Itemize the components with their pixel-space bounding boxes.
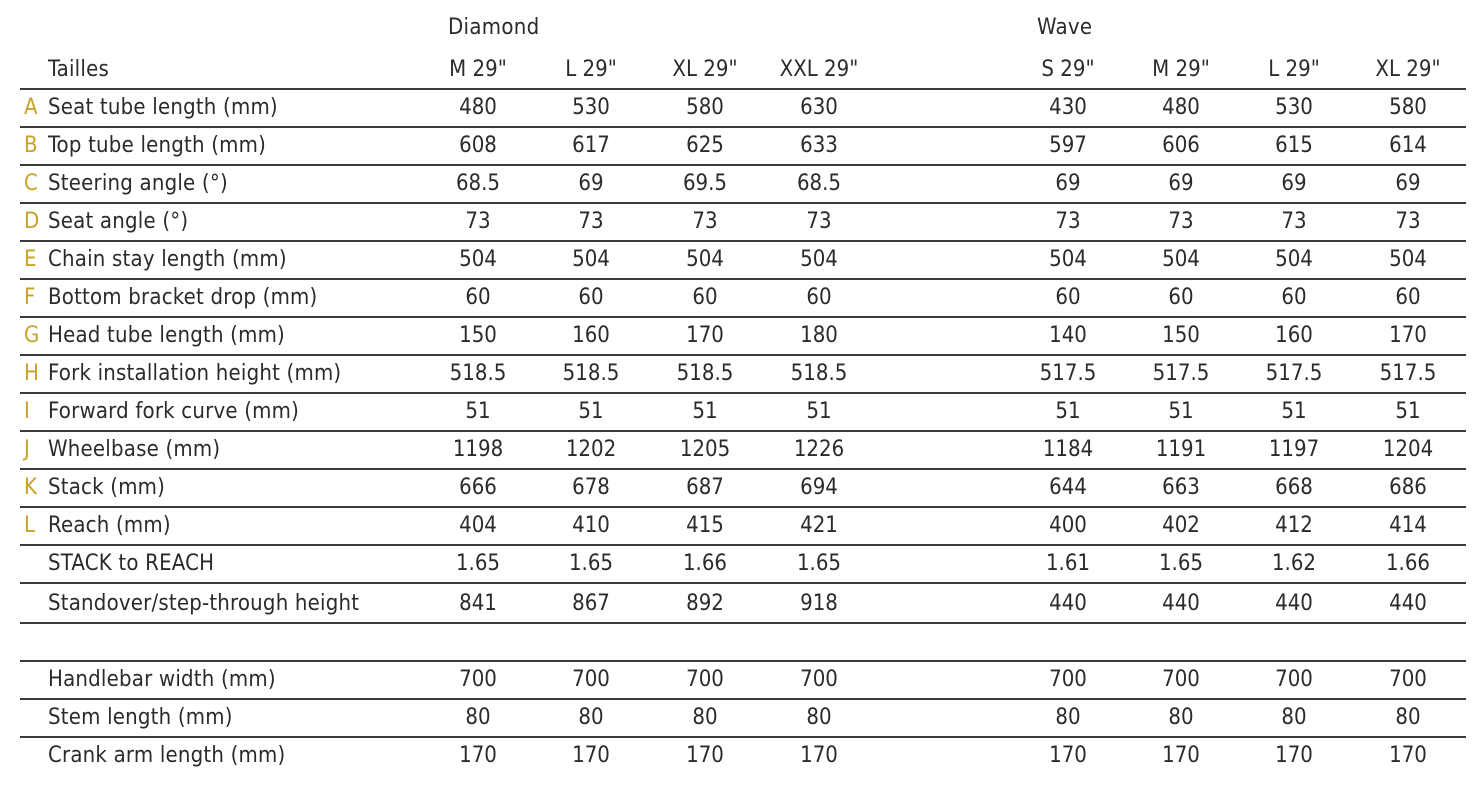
table-cell: 170 [1275, 743, 1313, 768]
table-cell: 518.5 [449, 361, 507, 386]
table-cell: 140 [1049, 323, 1087, 348]
table-cell: 150 [459, 323, 497, 348]
table-cell: 518.5 [676, 361, 734, 386]
table-cell: 69 [1168, 171, 1194, 196]
column-header-size: L 29" [565, 57, 617, 82]
table-cell: 51 [578, 399, 604, 424]
table-cell: 73 [806, 209, 832, 234]
table-cell: 700 [800, 667, 838, 692]
table-cell: 918 [800, 591, 838, 616]
table-cell: 1226 [793, 437, 845, 462]
table-cell: 415 [686, 513, 724, 538]
table-cell: 60 [1168, 285, 1194, 310]
row-letter: A [24, 95, 38, 120]
row-letter: G [24, 323, 40, 348]
table-cell: 180 [800, 323, 838, 348]
table-cell: 170 [686, 323, 724, 348]
table-cell: 518.5 [790, 361, 848, 386]
table-cell: 60 [1055, 285, 1081, 310]
table-cell: 440 [1162, 591, 1200, 616]
column-header-size: XL 29" [672, 57, 738, 82]
table-cell: 402 [1162, 513, 1200, 538]
row-letter: F [24, 285, 36, 310]
table-cell: 1202 [565, 437, 617, 462]
table-cell: 170 [1049, 743, 1087, 768]
table-cell: 687 [686, 475, 724, 500]
table-cell: 80 [465, 705, 491, 730]
table-cell: 1184 [1042, 437, 1094, 462]
table-cell: 700 [686, 667, 724, 692]
table-row [20, 508, 1466, 546]
table-cell: 1205 [679, 437, 731, 462]
table-cell: 517.5 [1265, 361, 1323, 386]
table-cell: 73 [1168, 209, 1194, 234]
column-header-size: XXL 29" [779, 57, 859, 82]
table-cell: 80 [692, 705, 718, 730]
table-row [20, 166, 1466, 204]
table-row [20, 280, 1466, 318]
group-wave-title: Wave [1037, 15, 1093, 40]
table-cell: 504 [800, 247, 838, 272]
table-cell: 170 [1389, 743, 1427, 768]
table-cell: 530 [572, 95, 610, 120]
row-letter: C [24, 171, 38, 196]
table-cell: 73 [578, 209, 604, 234]
table-cell: 614 [1389, 133, 1427, 158]
table-cell: 678 [572, 475, 610, 500]
table-cell: 608 [459, 133, 497, 158]
table-cell: 51 [1281, 399, 1307, 424]
table-cell: 1.62 [1271, 551, 1317, 576]
table-cell: 1.66 [1385, 551, 1431, 576]
table-cell: 700 [1275, 667, 1313, 692]
table-row [20, 242, 1466, 280]
table-cell: 517.5 [1039, 361, 1097, 386]
table-cell: 60 [578, 285, 604, 310]
table-cell: 73 [465, 209, 491, 234]
table-cell: 580 [686, 95, 724, 120]
table-cell: 606 [1162, 133, 1200, 158]
table-cell: 60 [692, 285, 718, 310]
row-label: Handlebar width (mm) [48, 667, 276, 692]
row-label: Seat angle (°) [48, 209, 189, 234]
table-cell: 430 [1049, 95, 1087, 120]
table-cell: 1.65 [568, 551, 614, 576]
table-cell: 414 [1389, 513, 1427, 538]
row-label: Standover/step-through height [48, 591, 360, 616]
table-cell: 700 [1389, 667, 1427, 692]
table-cell: 80 [806, 705, 832, 730]
table-row [20, 738, 1466, 776]
table-cell: 700 [1049, 667, 1087, 692]
column-header-size: M 29" [449, 57, 507, 82]
row-letter: L [24, 513, 36, 538]
table-cell: 60 [1281, 285, 1307, 310]
row-label: Crank arm length (mm) [48, 743, 286, 768]
table-cell: 170 [800, 743, 838, 768]
table-cell: 504 [1389, 247, 1427, 272]
table-cell: 700 [572, 667, 610, 692]
table-cell: 892 [686, 591, 724, 616]
table-cell: 504 [459, 247, 497, 272]
table-cell: 504 [1275, 247, 1313, 272]
table-cell: 170 [1389, 323, 1427, 348]
table-cell: 440 [1275, 591, 1313, 616]
table-cell: 504 [1162, 247, 1200, 272]
table-row [20, 432, 1466, 470]
table-cell: 1.65 [796, 551, 842, 576]
table-cell: 867 [572, 591, 610, 616]
row-letter: H [24, 361, 39, 386]
table-cell: 440 [1389, 591, 1427, 616]
table-cell: 51 [1395, 399, 1421, 424]
column-header-size: L 29" [1268, 57, 1320, 82]
table-header-row [20, 52, 1466, 90]
table-cell: 580 [1389, 95, 1427, 120]
group-diamond-title: Diamond [448, 15, 540, 40]
table-cell: 1197 [1268, 437, 1320, 462]
table-cell: 504 [1049, 247, 1087, 272]
table-cell: 73 [1055, 209, 1081, 234]
table-cell: 633 [800, 133, 838, 158]
table-cell: 170 [1162, 743, 1200, 768]
table-cell: 68.5 [796, 171, 842, 196]
row-label: Head tube length (mm) [48, 323, 285, 348]
table-cell: 686 [1389, 475, 1427, 500]
table-cell: 400 [1049, 513, 1087, 538]
row-label: Fork installation height (mm) [48, 361, 342, 386]
table-cell: 668 [1275, 475, 1313, 500]
table-cell: 69 [1055, 171, 1081, 196]
table-cell: 700 [1162, 667, 1200, 692]
row-letter: E [24, 247, 37, 272]
table-cell: 1.65 [455, 551, 501, 576]
row-label: Bottom bracket drop (mm) [48, 285, 318, 310]
table-cell: 1.66 [682, 551, 728, 576]
table-cell: 60 [806, 285, 832, 310]
table-cell: 80 [1055, 705, 1081, 730]
table-cell: 51 [465, 399, 491, 424]
row-label: Top tube length (mm) [48, 133, 267, 158]
row-label: Chain stay length (mm) [48, 247, 287, 272]
table-cell: 410 [572, 513, 610, 538]
table-cell: 160 [572, 323, 610, 348]
table-cell: 1198 [452, 437, 504, 462]
table-cell: 73 [692, 209, 718, 234]
table-cell: 480 [1162, 95, 1200, 120]
table-cell: 170 [686, 743, 724, 768]
table-cell: 597 [1049, 133, 1087, 158]
table-cell: 73 [1281, 209, 1307, 234]
table-cell: 69.5 [682, 171, 728, 196]
table-cell: 518.5 [562, 361, 620, 386]
table-cell: 160 [1275, 323, 1313, 348]
table-cell: 69 [578, 171, 604, 196]
column-header-size: XL 29" [1375, 57, 1441, 82]
row-label: Forward fork curve (mm) [48, 399, 300, 424]
table-cell: 73 [1395, 209, 1421, 234]
table-row [20, 470, 1466, 508]
table-cell: 170 [459, 743, 497, 768]
table-cell: 480 [459, 95, 497, 120]
table-row [20, 662, 1466, 700]
table-cell: 1.65 [1158, 551, 1204, 576]
table-cell: 404 [459, 513, 497, 538]
table-cell: 530 [1275, 95, 1313, 120]
column-header-size: S 29" [1041, 57, 1095, 82]
table-row [20, 356, 1466, 394]
table-row [20, 318, 1466, 356]
table-row [20, 204, 1466, 242]
table-cell: 80 [1168, 705, 1194, 730]
table-cell: 517.5 [1152, 361, 1210, 386]
table-cell: 412 [1275, 513, 1313, 538]
table-cell: 517.5 [1379, 361, 1437, 386]
table-cell: 663 [1162, 475, 1200, 500]
table-cell: 644 [1049, 475, 1087, 500]
row-label: Reach (mm) [48, 513, 171, 538]
table-row [20, 584, 1466, 624]
table-cell: 51 [1168, 399, 1194, 424]
table-cell: 170 [572, 743, 610, 768]
table-row [20, 546, 1466, 584]
row-letter: B [24, 133, 38, 158]
table-cell: 615 [1275, 133, 1313, 158]
row-label: Seat tube length (mm) [48, 95, 278, 120]
table-cell: 51 [692, 399, 718, 424]
table-cell: 440 [1049, 591, 1087, 616]
table-row [20, 128, 1466, 166]
table-cell: 60 [1395, 285, 1421, 310]
table-cell: 625 [686, 133, 724, 158]
table-cell: 150 [1162, 323, 1200, 348]
table-cell: 700 [459, 667, 497, 692]
table-cell: 421 [800, 513, 838, 538]
row-letter: I [24, 399, 30, 424]
table-cell: 80 [578, 705, 604, 730]
table-cell: 504 [572, 247, 610, 272]
table-row [20, 700, 1466, 738]
table-cell: 504 [686, 247, 724, 272]
row-letter: K [24, 475, 37, 500]
row-letter: J [24, 437, 30, 462]
table-cell: 841 [459, 591, 497, 616]
table-cell: 51 [1055, 399, 1081, 424]
table-cell: 1204 [1382, 437, 1434, 462]
table-cell: 617 [572, 133, 610, 158]
table-cell: 1.61 [1045, 551, 1091, 576]
column-header-label: Tailles [48, 57, 109, 82]
table-cell: 666 [459, 475, 497, 500]
table-row [20, 90, 1466, 128]
table-cell: 69 [1281, 171, 1307, 196]
table-cell: 60 [465, 285, 491, 310]
table-cell: 51 [806, 399, 832, 424]
row-label: Steering angle (°) [48, 171, 228, 196]
table-cell: 80 [1395, 705, 1421, 730]
row-label: Wheelbase (mm) [48, 437, 221, 462]
table-cell: 1191 [1155, 437, 1207, 462]
table-cell: 69 [1395, 171, 1421, 196]
row-letter: D [24, 209, 40, 234]
column-header-size: M 29" [1152, 57, 1210, 82]
table-cell: 68.5 [455, 171, 501, 196]
table-cell: 694 [800, 475, 838, 500]
table-spacer-row [20, 624, 1466, 662]
row-label: Stem length (mm) [48, 705, 233, 730]
table-cell: 80 [1281, 705, 1307, 730]
table-row [20, 394, 1466, 432]
row-label: Stack (mm) [48, 475, 166, 500]
row-label: STACK to REACH [48, 551, 215, 576]
table-cell: 630 [800, 95, 838, 120]
